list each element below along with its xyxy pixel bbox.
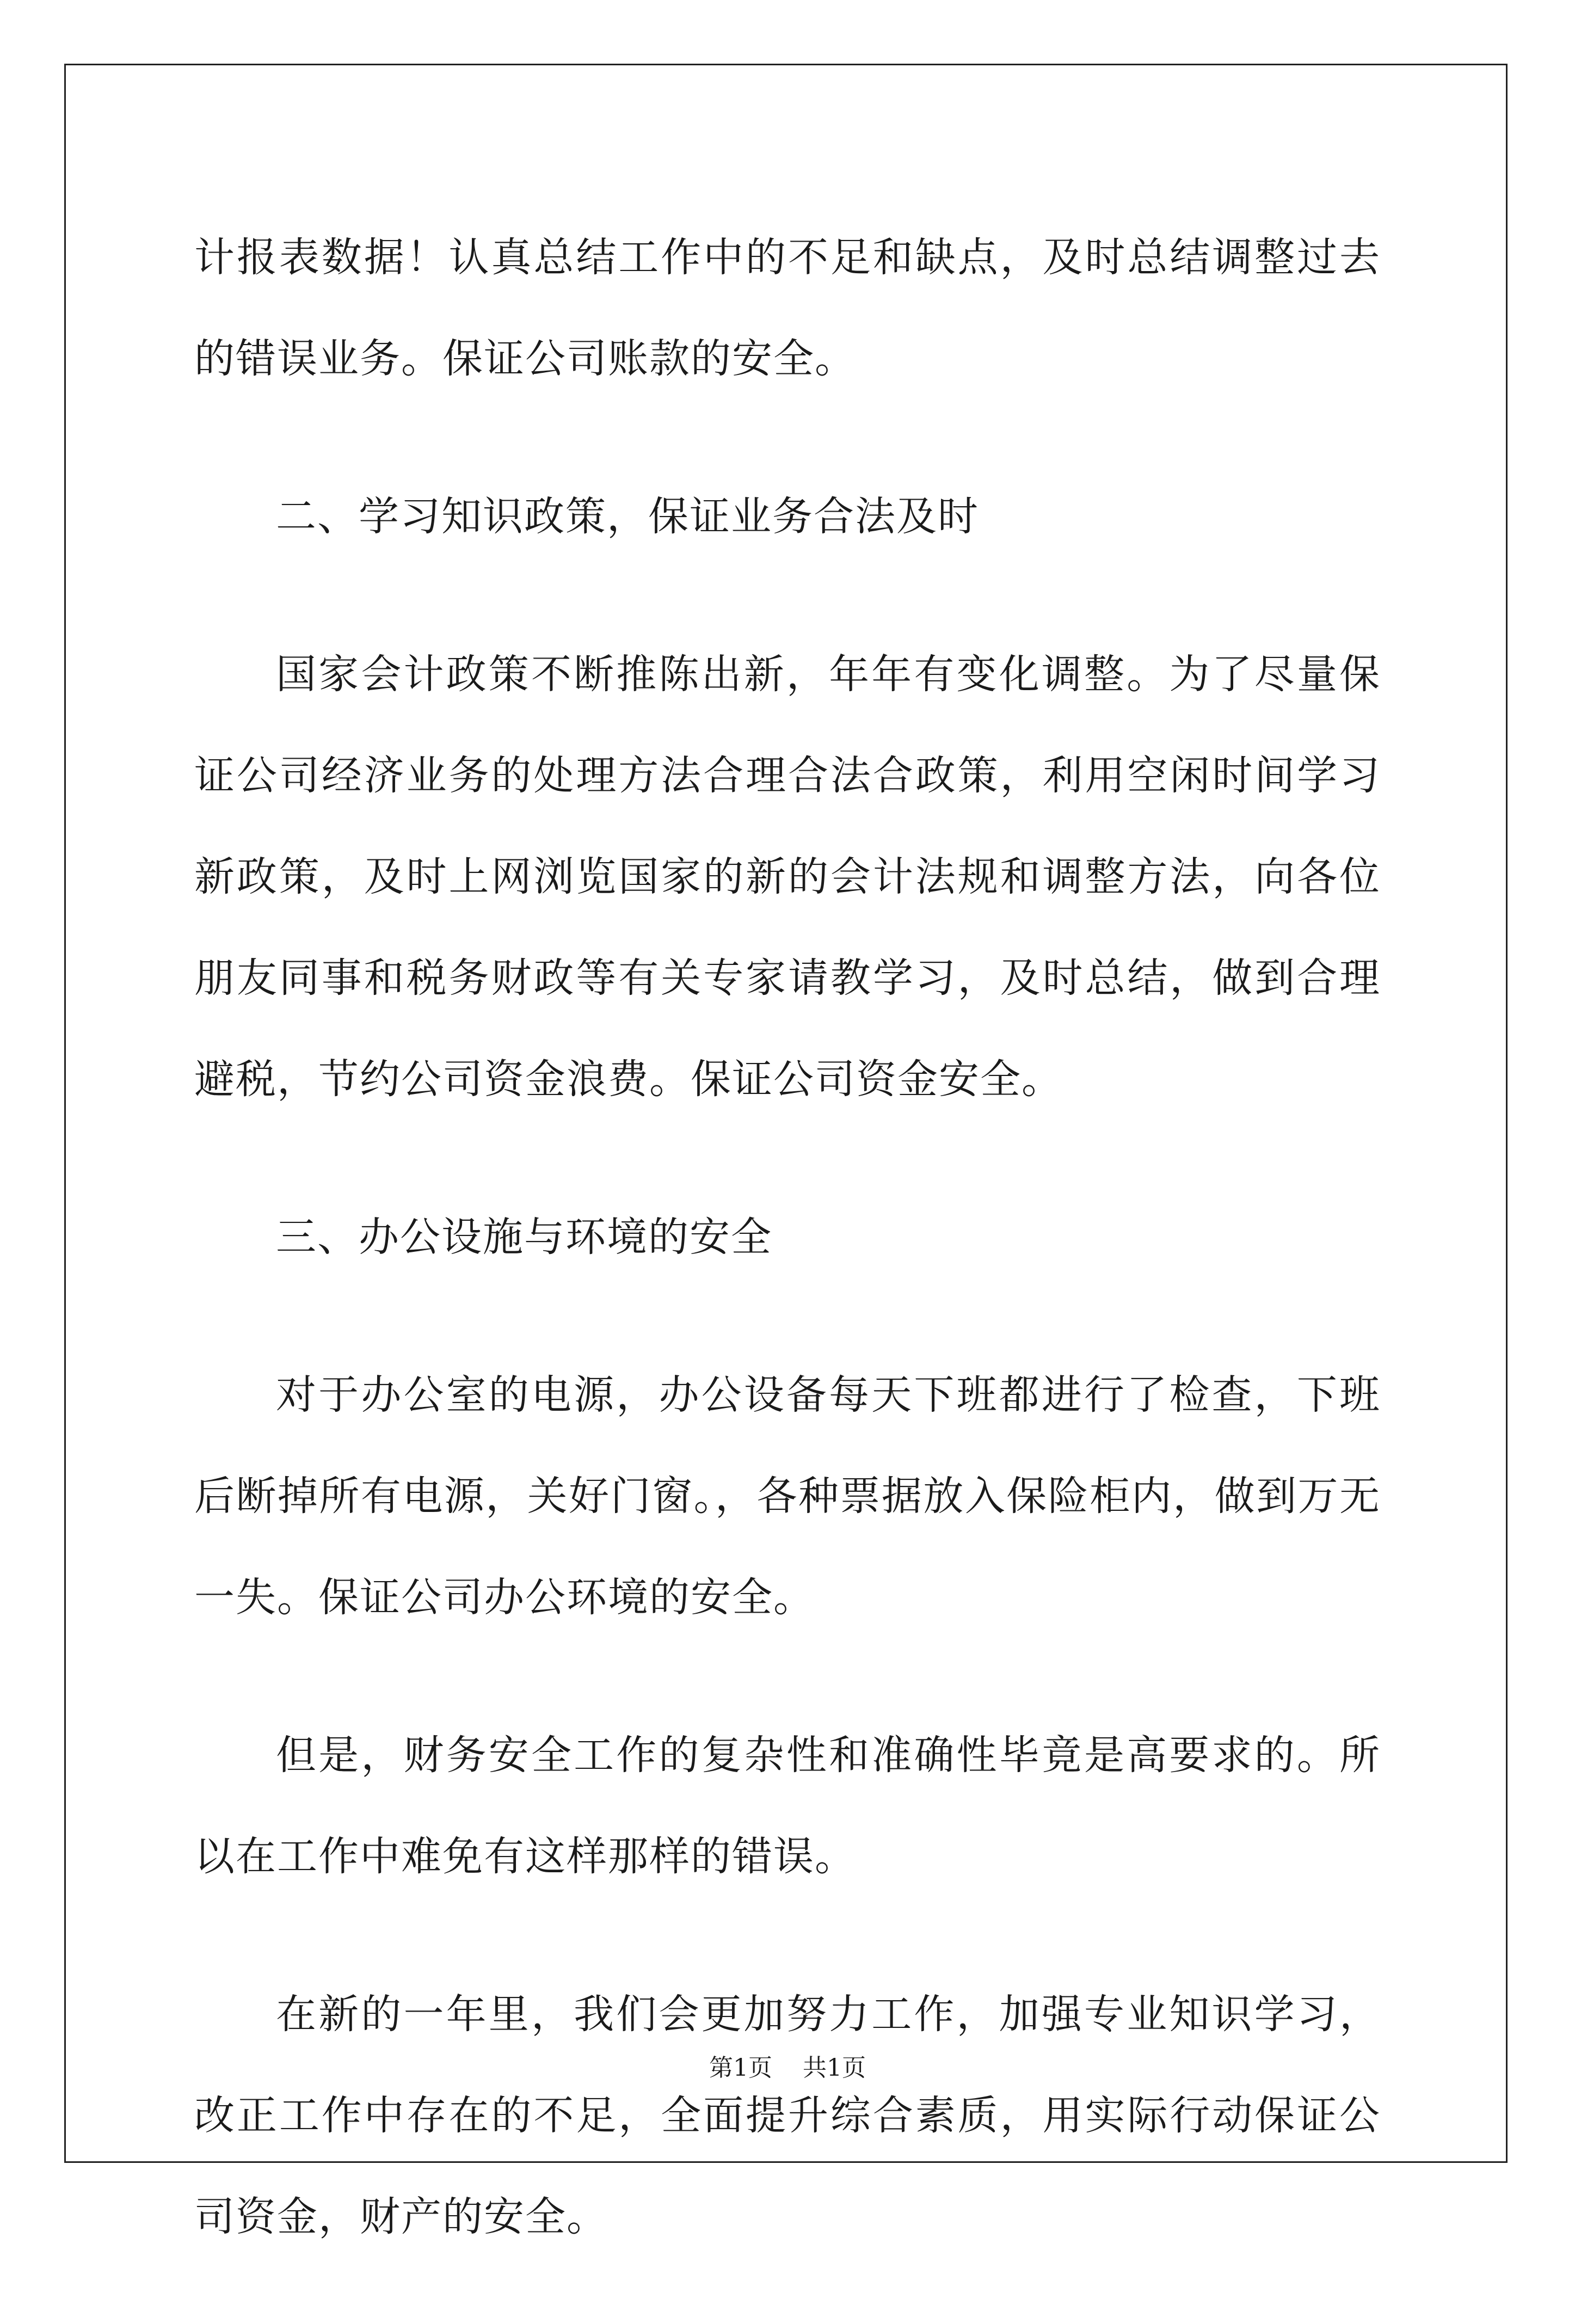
paragraph-5: 对于办公室的电源，办公设备每天下班都进行了检查，下班后断掉所有电源，关好门窗。，各种票据放入保险柜内，做到万无一失。保证公司办公环境的安全。 [194, 1372, 1381, 1621]
document-body [194, 207, 1381, 2324]
paragraph-1: 计报表数据！认真总结工作中的不足和缺点，及时总结调整过去的错误业务。保证公司账款的安全。 [194, 234, 1381, 382]
section-heading-2: 二、学习知识政策，保证业务合法及时 [276, 493, 979, 540]
page-number: 第1页 [709, 2054, 772, 2082]
paragraph-7: 在新的一年里，我们会更加努力工作，加强专业知识学习，改正工作中存在的不足，全面提升综合素质，用实际行动保证公司资金，财产的安全。 [194, 1991, 1381, 2240]
paragraph-3: 国家会计政策不断推陈出新，年年有变化调整。为了尽量保证公司经济业务的处理方法合理合法合政策，利用空闲时间学习新政策，及时上网浏览国家的新的会计法规和调整方法，向各位朋友同事和税务财政等有关专家请教学习，及时总结，做到合理避税，节约公司资金浪费。保证公司资金安全。 [194, 651, 1381, 1103]
page-footer [0, 2052, 1575, 2085]
section-heading-3: 三、办公设施与环境的安全 [276, 1214, 772, 1261]
paragraph-6: 但是，财务安全工作的复杂性和准确性毕竟是高要求的。所以在工作中难免有这样那样的错误。 [194, 1732, 1381, 1880]
page-total: 共1页 [803, 2054, 866, 2082]
